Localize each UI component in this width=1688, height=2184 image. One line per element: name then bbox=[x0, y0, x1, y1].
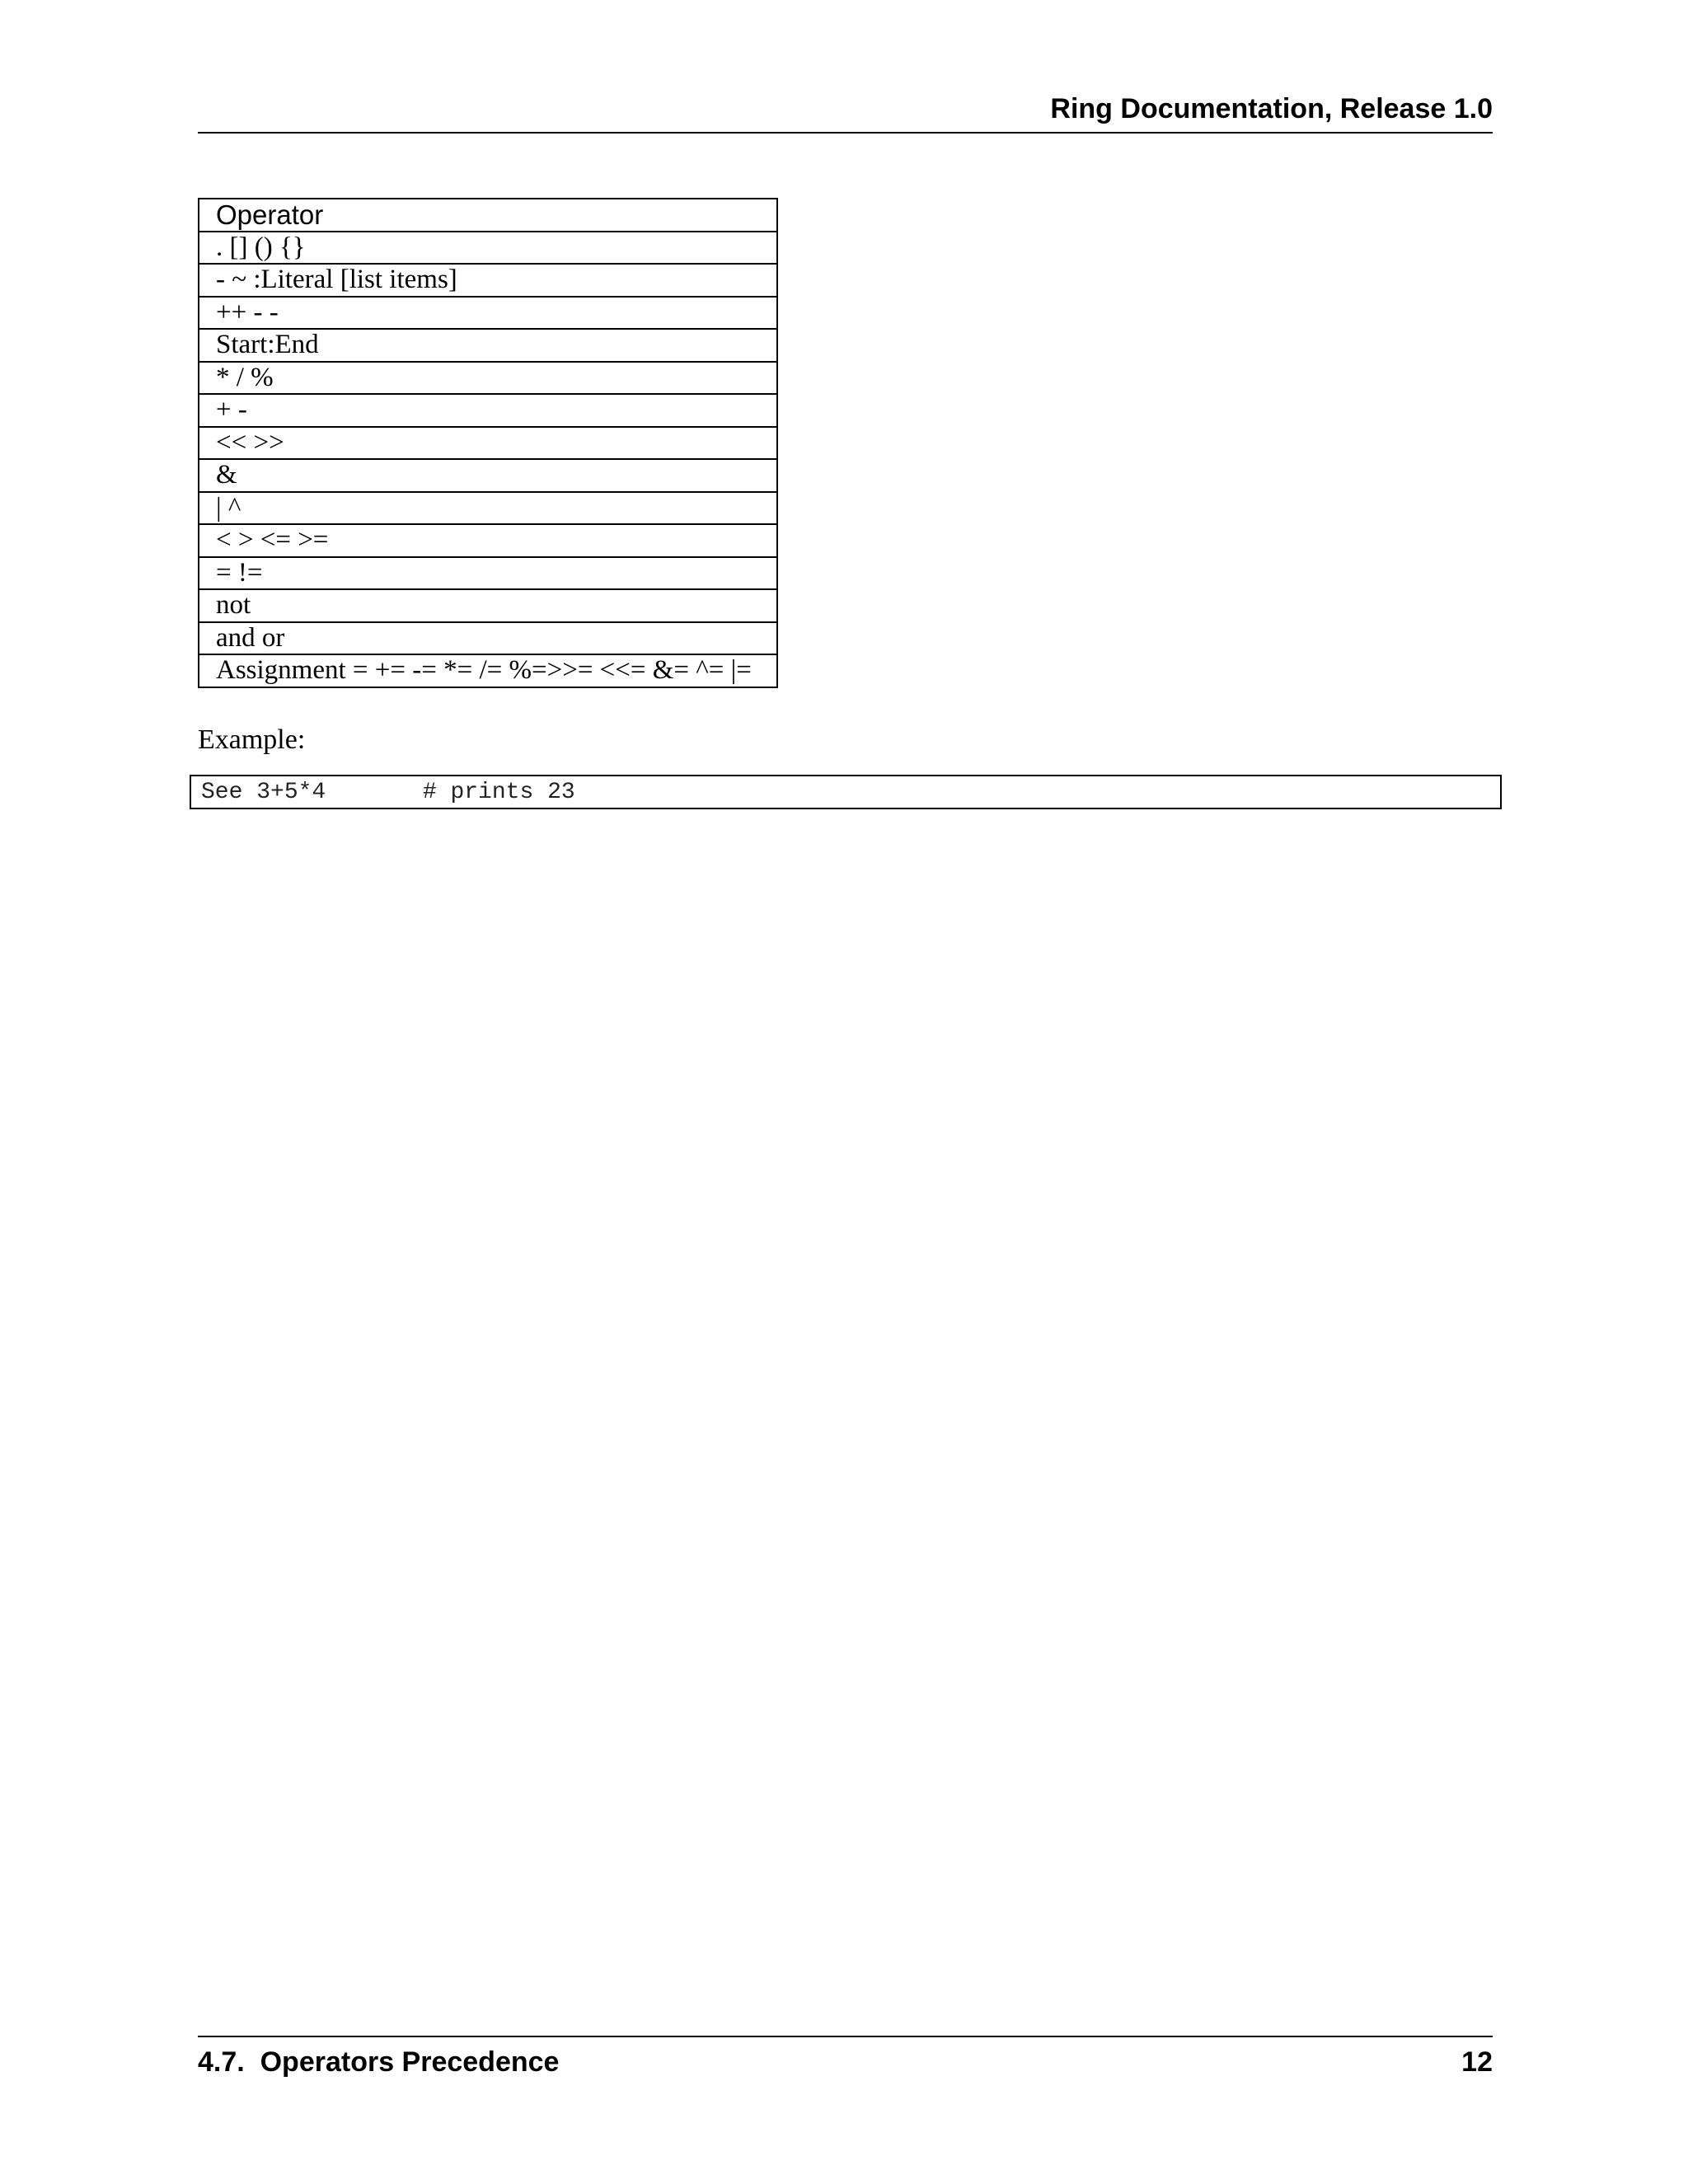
operator-cell: + - bbox=[199, 394, 777, 427]
table-row bbox=[199, 557, 777, 590]
table-row bbox=[199, 492, 777, 525]
table-row bbox=[199, 427, 777, 460]
operator-cell: Start:End bbox=[199, 329, 777, 362]
table-header-row bbox=[199, 199, 777, 232]
section-title: 4.7. Operators Precedence bbox=[198, 2046, 560, 2078]
table-row bbox=[199, 362, 777, 395]
operator-cell: = != bbox=[199, 557, 777, 590]
code-block bbox=[190, 775, 1502, 809]
column-header-operator: Operator bbox=[199, 199, 777, 232]
table-row bbox=[199, 589, 777, 622]
table-row bbox=[199, 394, 777, 427]
table-row bbox=[199, 232, 777, 265]
operator-cell: Assignment = += -= *= /= %=>>= <<= &= ^= |= bbox=[199, 654, 777, 687]
table-row bbox=[199, 654, 777, 687]
code-line: See 3+5*4 # prints 23 bbox=[201, 780, 575, 805]
table-row bbox=[199, 459, 777, 492]
operator-cell: and or bbox=[199, 622, 777, 655]
example-label: Example: bbox=[198, 724, 306, 755]
operator-cell: << >> bbox=[199, 427, 777, 460]
page-number: 12 bbox=[1461, 2046, 1493, 2078]
table-row bbox=[199, 264, 777, 297]
page-header bbox=[198, 91, 1493, 134]
operator-cell: ++ - - bbox=[199, 297, 777, 330]
table-row bbox=[199, 622, 777, 655]
document-title: Ring Documentation, Release 1.0 bbox=[1050, 93, 1493, 124]
operator-cell: * / % bbox=[199, 362, 777, 395]
table-row bbox=[199, 524, 777, 557]
operator-cell: not bbox=[199, 589, 777, 622]
table-row bbox=[199, 329, 777, 362]
table-row bbox=[199, 297, 777, 330]
operators-table bbox=[198, 198, 778, 688]
operator-cell: . [] () {} bbox=[199, 232, 777, 265]
operator-cell: | ^ bbox=[199, 492, 777, 525]
operator-cell: < > <= >= bbox=[199, 524, 777, 557]
operator-cell: & bbox=[199, 459, 777, 492]
page-footer bbox=[198, 2036, 1493, 2087]
operator-cell: - ~ :Literal [list items] bbox=[199, 264, 777, 297]
